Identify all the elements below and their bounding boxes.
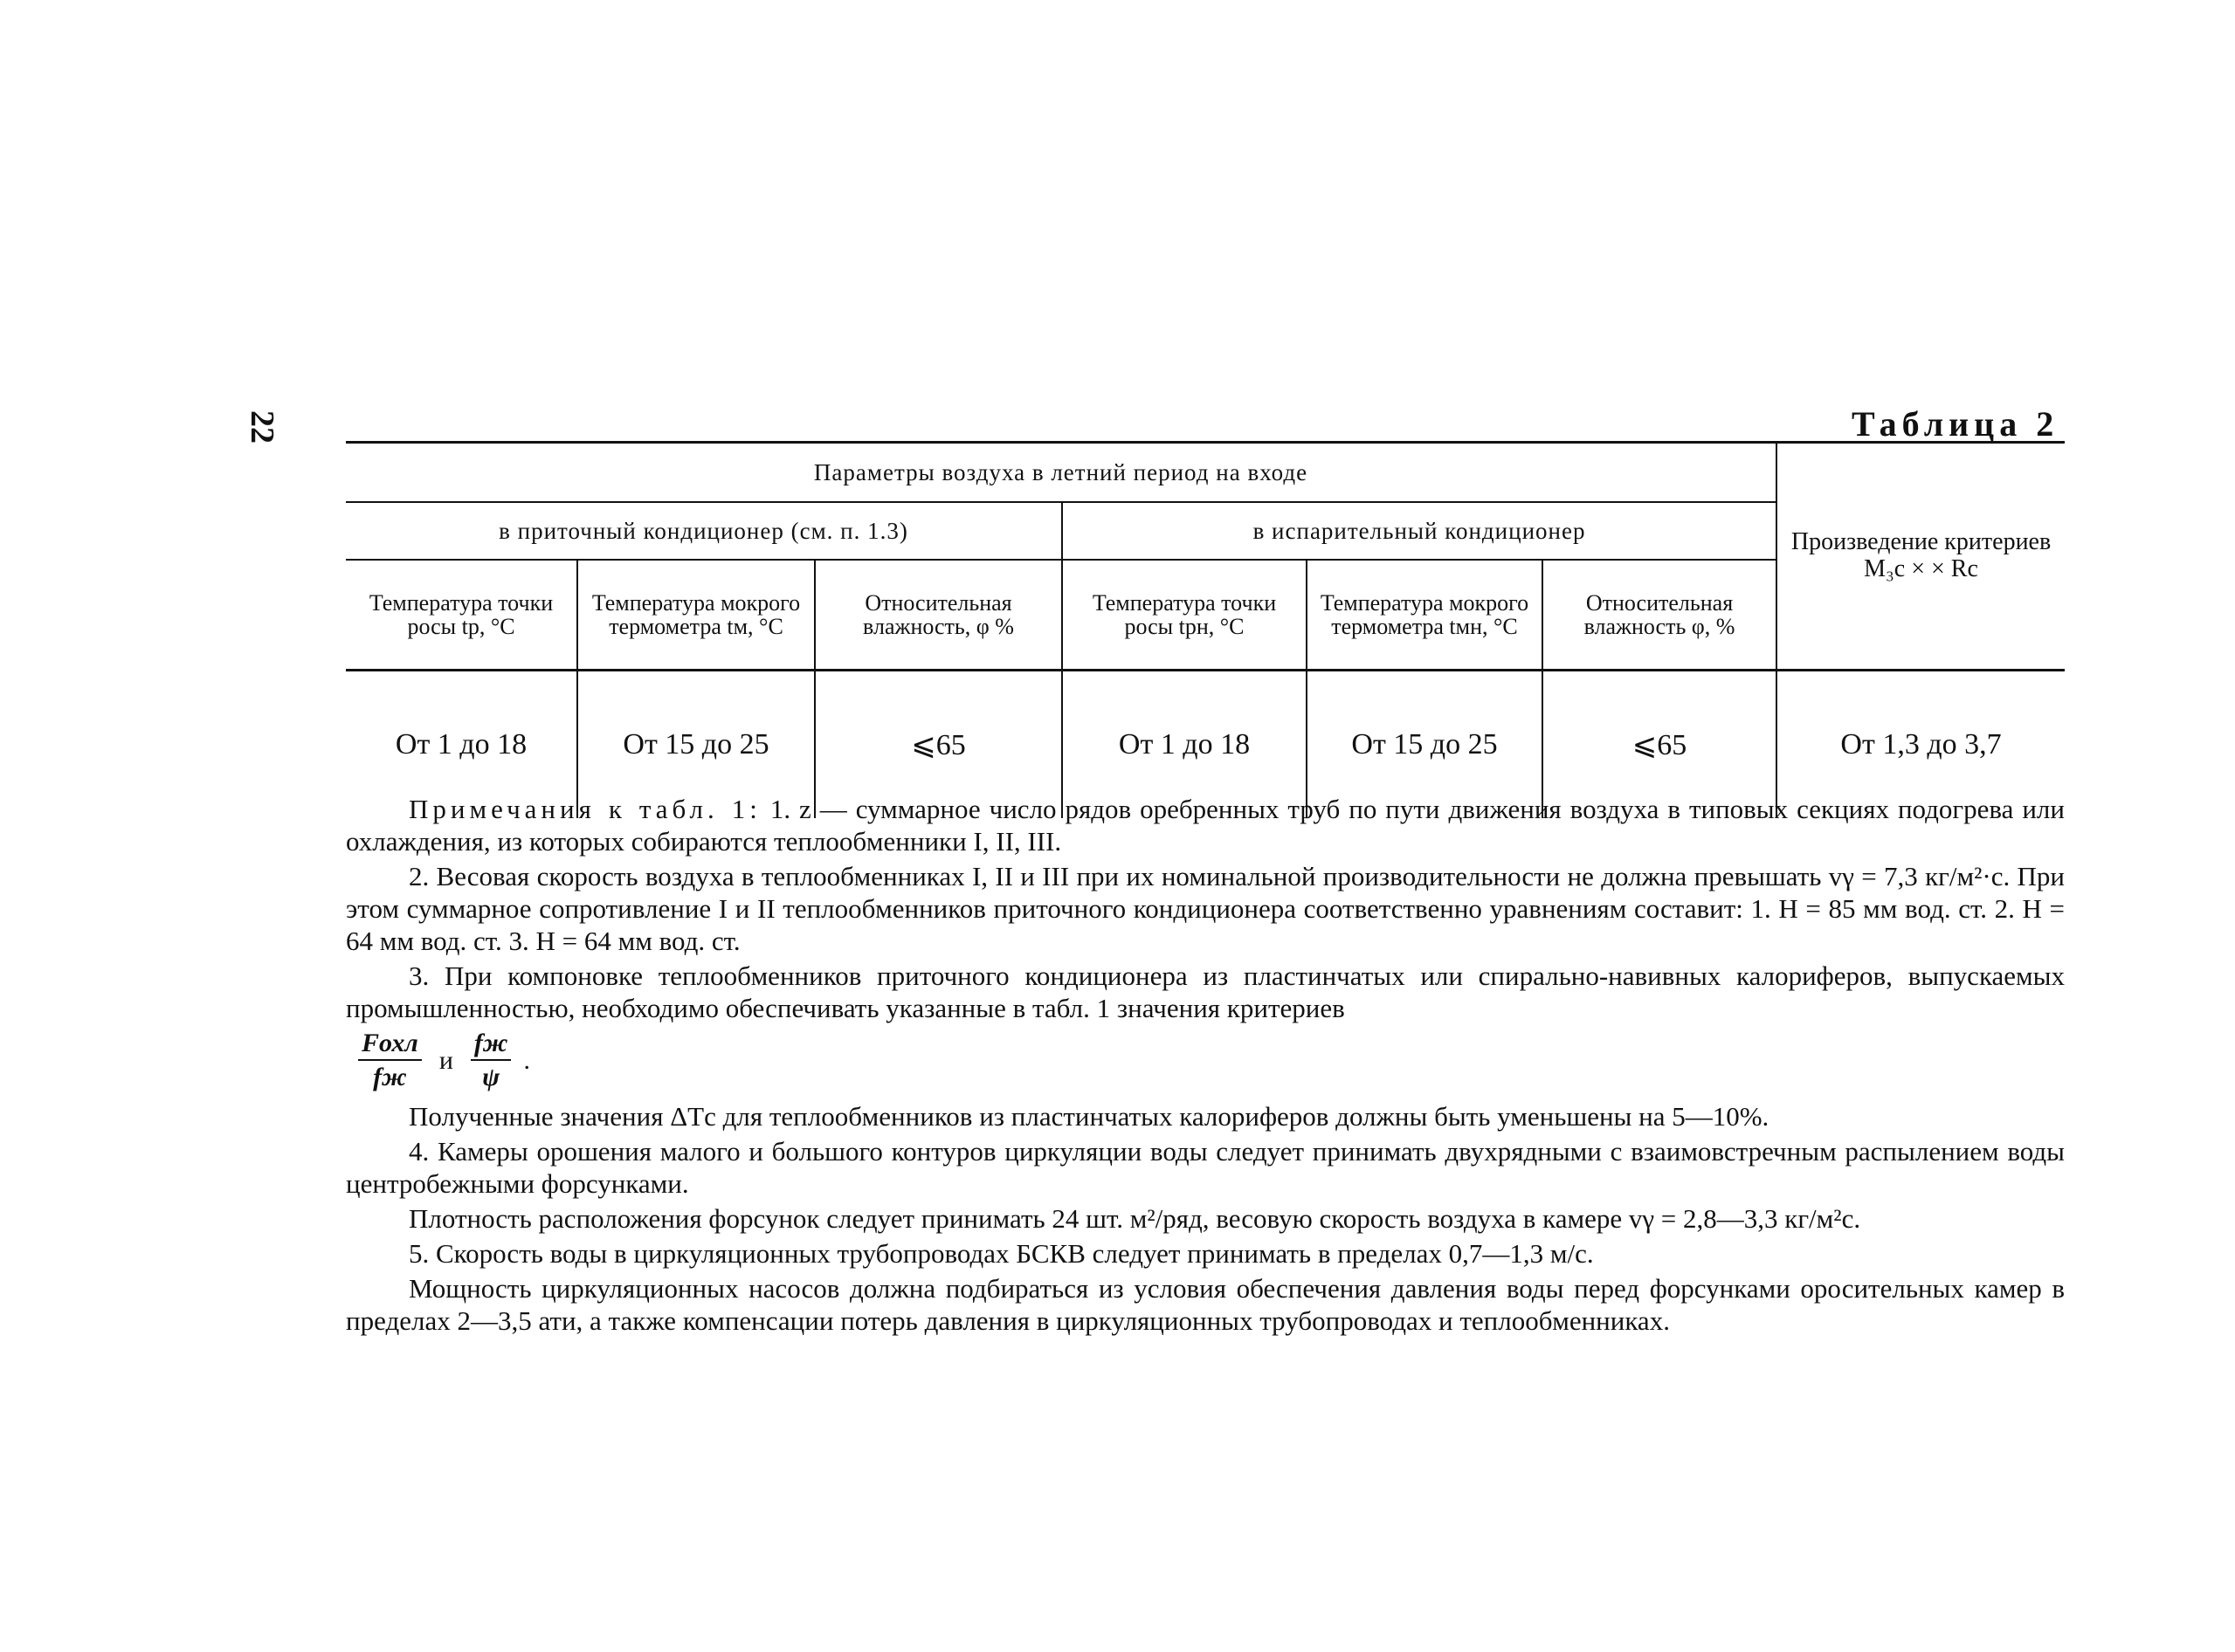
notes-section — [346, 793, 2065, 1339]
note-4: 4. Камеры орошения малого и большого контуров циркуляции воды следует принимать двухрядными с взаимовстречным распылением воды центробежными форсунками. — [346, 1136, 2065, 1199]
column-header: Температура точки росы tр, °C — [346, 560, 577, 671]
sub-header-evaporative: в испарительный кондиционер — [1062, 502, 1776, 560]
note-4b: Плотность расположения форсунок следует принимать 24 шт. м²/ряд, весовую скорость воздуха в камере vγ = 2,8—3,3 кг/м²с. — [409, 1203, 1861, 1234]
notes-lead: Примечания к табл. 1: — [409, 794, 762, 824]
table-cell: ⩽65 — [815, 671, 1062, 819]
fraction-conjunction: и — [438, 1045, 453, 1075]
note-1-text: 1. z — суммарное число рядов оребренных труб по пути движения воздуха в типовых секциях подогрева или охлаждения, из которых собираются теплообменники I, II, III. — [346, 794, 2065, 857]
column-header: Температура мокрого термометра tмн, °C — [1307, 560, 1542, 671]
table-cell: От 15 до 25 — [577, 671, 815, 819]
note-5b: Мощность циркуляционных насосов должна подбираться из условия обеспечения давления воды перед форсунками оросительных камер в пределах 2—3,5 ати, а также компенсации потерь давления в циркуляционных трубопроводах и теплообменниках. — [346, 1273, 2065, 1336]
page-number: 22 — [244, 410, 280, 444]
group-header: Параметры воздуха в летний период на входе — [346, 443, 1776, 503]
table-cell: От 1 до 18 — [1062, 671, 1307, 819]
table-cell: ⩽65 — [1542, 671, 1776, 819]
fraction-period: . — [523, 1045, 530, 1075]
column-header: Температура точки росы tрн, °C — [1062, 560, 1307, 671]
sub-header-supply: в приточный кондиционер (см. п. 1.3) — [346, 502, 1062, 560]
fraction-denominator: ψ — [482, 1063, 500, 1091]
fraction-numerator: fж — [471, 1027, 512, 1061]
table-title: Таблица 2 — [1852, 404, 2059, 444]
note-1 — [346, 793, 2065, 857]
fraction-denominator: fж — [373, 1063, 407, 1091]
table-cell: От 1,3 до 3,7 — [1776, 671, 2065, 819]
table-cell: От 15 до 25 — [1307, 671, 1542, 819]
note-5: 5. Скорость воды в циркуляционных трубопроводах БСКВ следует принимать в пределах 0,7—1,3 м/с. — [409, 1238, 1594, 1269]
criteria-fractions — [346, 1027, 2065, 1093]
note-2: 2. Весовая скорость воздуха в теплообменниках I, II и III при их номинальной производительности не должна превышать vγ = 7,3 кг/м²·с. При этом суммарное сопротивление I и II теплообменников приточного кондиционера соответственно уравнениям составит: 1. H = 85 мм вод. ст. 2. H = 64 мм вод. ст. 3. H = 64 мм вод. ст. — [346, 861, 2065, 956]
fraction-numerator: Fохл — [358, 1027, 422, 1061]
note-3: 3. При компоновке теплообменников приточного кондиционера из пластинчатых или спирально-навивных калориферов, выпускаемых промышленностью, необходимо обеспечивать указанные в табл. 1 значения критериев — [346, 960, 2065, 1023]
table-cell: От 1 до 18 — [346, 671, 577, 819]
fraction-f-zh-psi — [471, 1027, 512, 1093]
column-header: Относительная влажность, φ % — [815, 560, 1062, 671]
column-header: Температура мокрого термометра tм, °C — [577, 560, 815, 671]
note-3b: Полученные значения ΔTс для теплообменников из пластинчатых калориферов должны быть уменьшены на 5—10%. — [409, 1101, 1769, 1132]
product-header: Произведение критериев M₃с × × Rс — [1776, 443, 2065, 671]
fraction-f-ohl-f-zh — [358, 1027, 422, 1093]
parameters-table — [346, 441, 2065, 818]
column-header: Относительная влажность φ, % — [1542, 560, 1776, 671]
